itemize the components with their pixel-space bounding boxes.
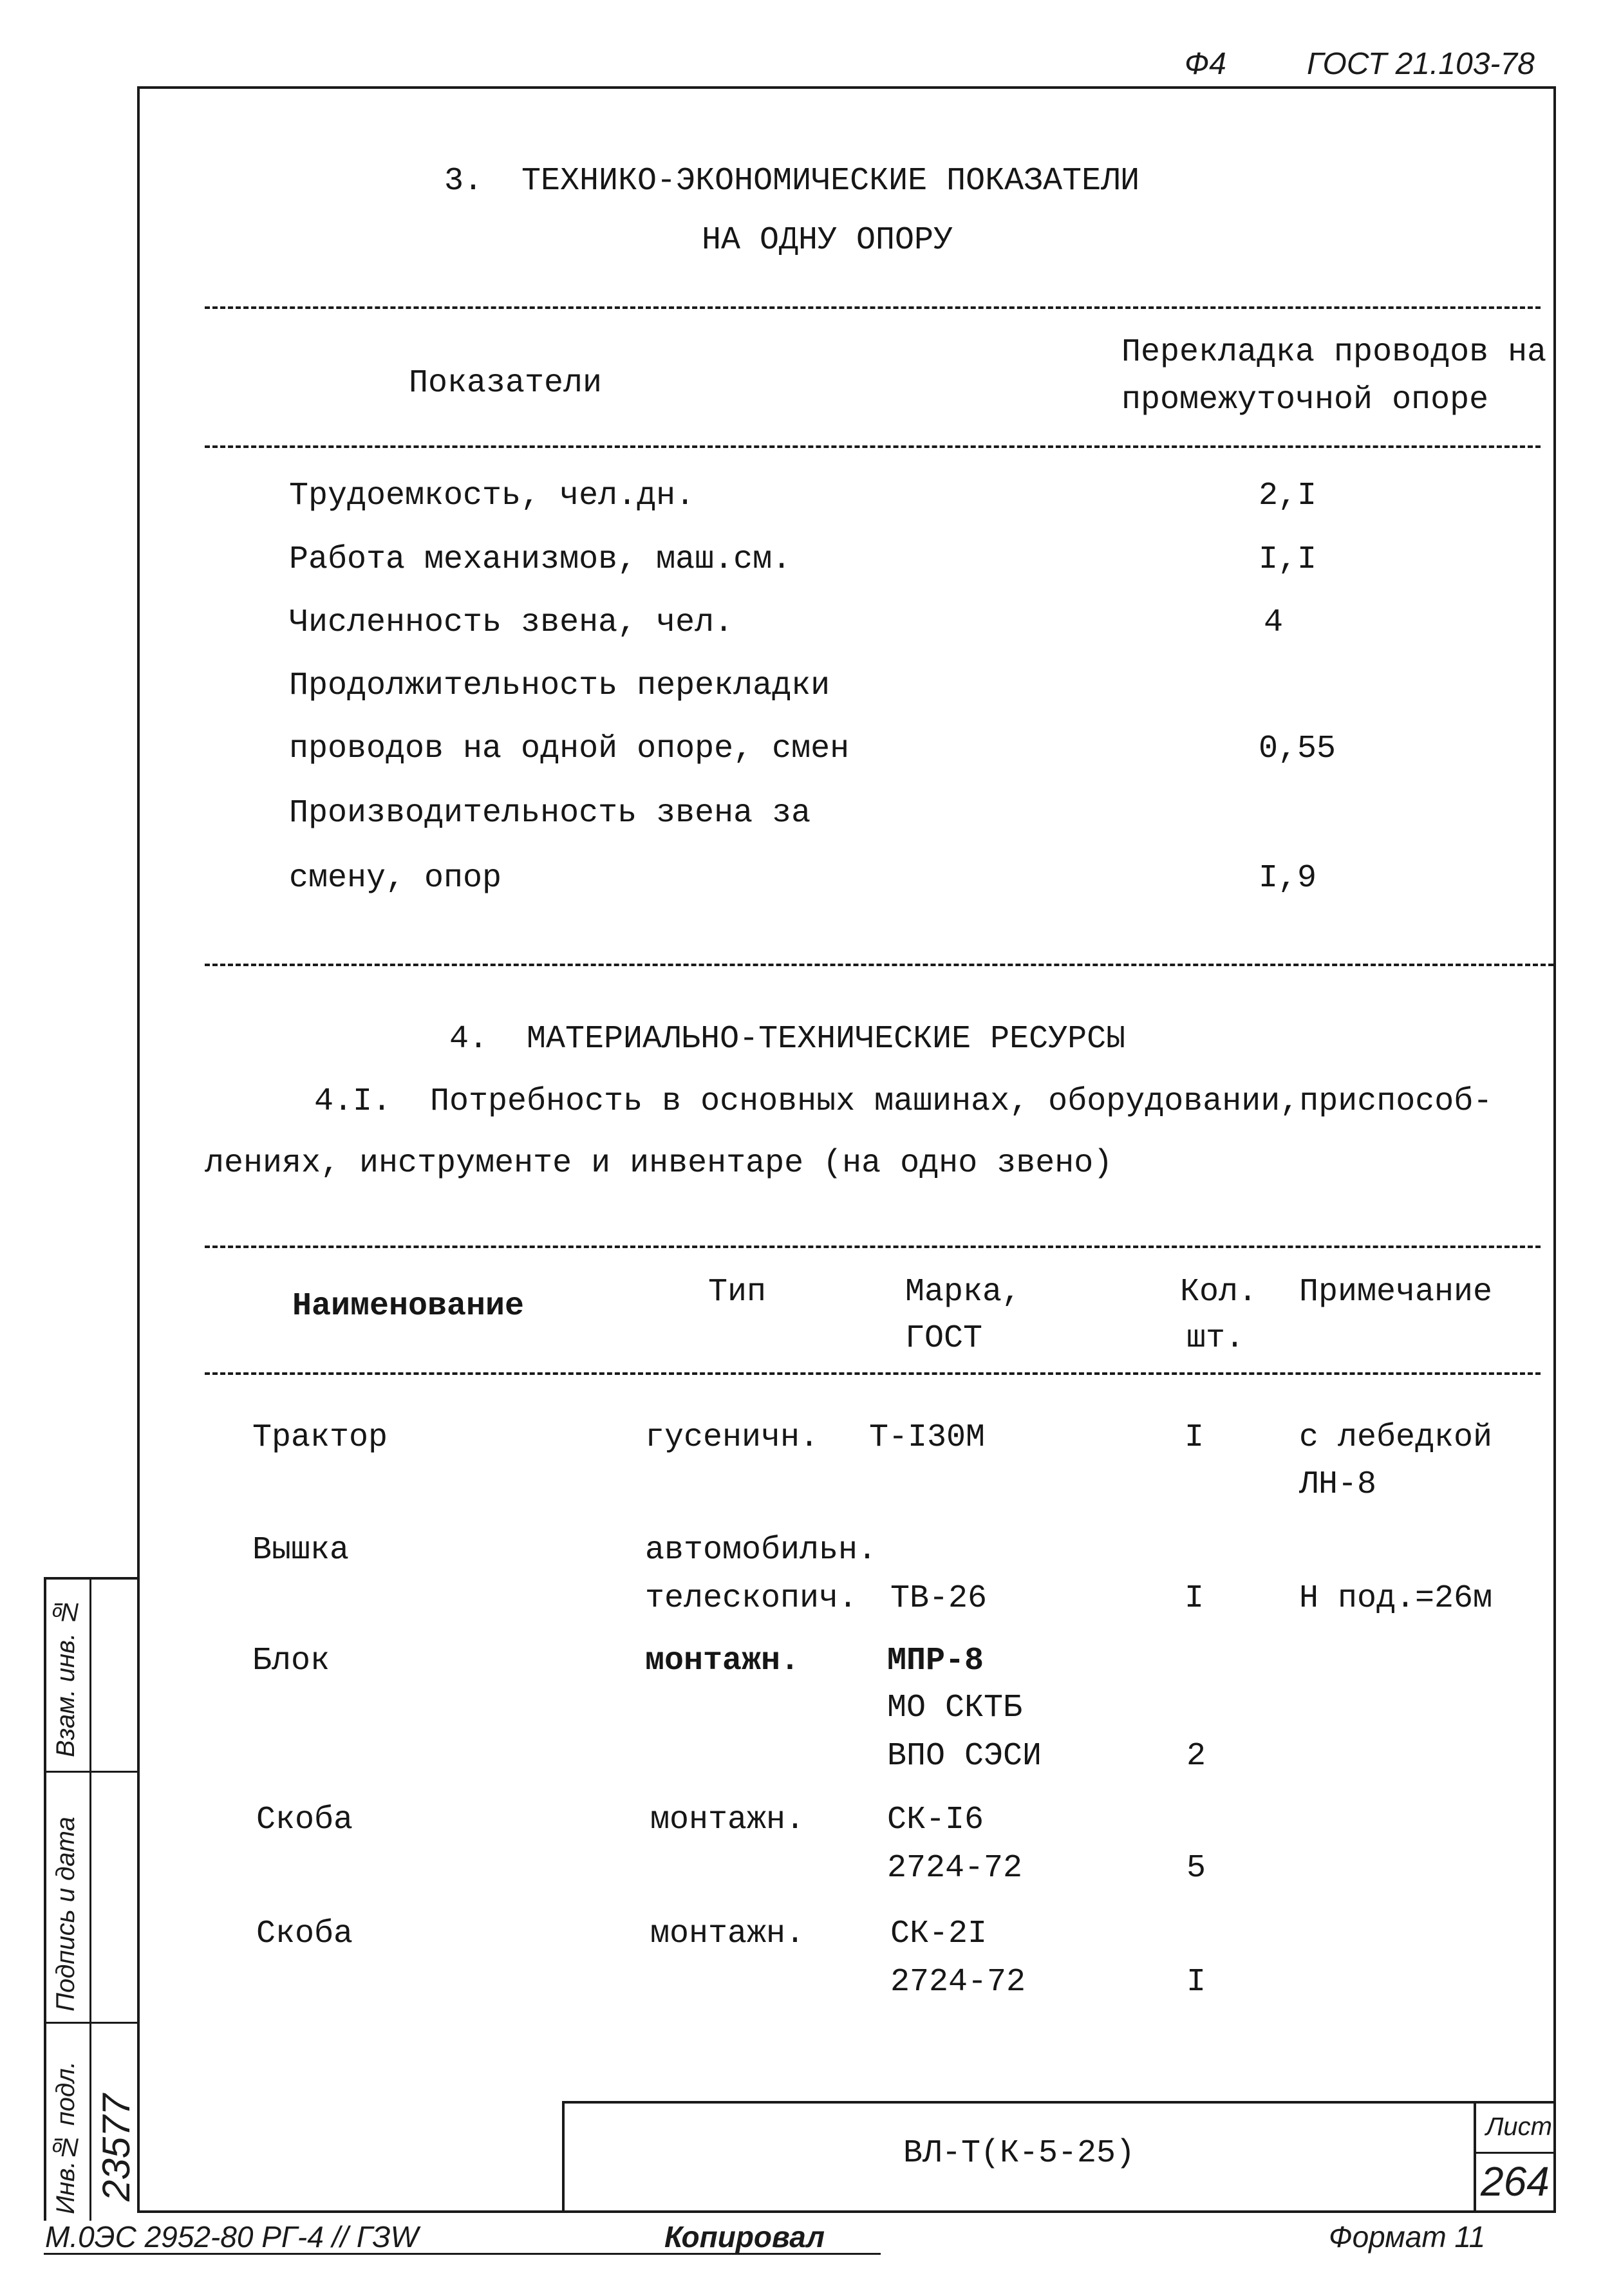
- item-name: Трактор: [252, 1419, 388, 1456]
- document-code: ВЛ-Т(К-5-25): [903, 2135, 1136, 2172]
- column-header-mark-line2: ГОСТ: [905, 1320, 983, 1357]
- column-header-name: Наименование: [292, 1288, 525, 1325]
- item-note: ЛН-8: [1299, 1466, 1377, 1503]
- sheet-code: Ф4: [1185, 47, 1226, 81]
- stamp-top: [563, 2101, 1556, 2104]
- item-type: монтажн.: [645, 1643, 800, 1679]
- item-type: монтажн.: [650, 1802, 805, 1838]
- indicator-value: 4: [1264, 604, 1284, 641]
- signature-date-label: Подпись и дата: [52, 1816, 80, 2011]
- side-stamp-separator: [44, 1771, 138, 1773]
- standard-reference: ГОСТ 21.103-78: [1307, 47, 1535, 81]
- section3-subtitle: НА ОДНУ ОПОРУ: [702, 222, 953, 259]
- divider: [205, 306, 1541, 309]
- stamp-divider-horizontal: [1475, 2152, 1555, 2154]
- item-mark: 2724-72: [887, 1850, 1023, 1887]
- archive-code: М.0ЭС 2952-80 РГ-4 // ГЗW: [45, 2220, 419, 2254]
- frame-right: [1553, 86, 1556, 2213]
- item-type: монтажн.: [650, 1916, 805, 1952]
- column-header-mark-line1: Марка,: [905, 1274, 1022, 1311]
- item-type: гусеничн.: [645, 1419, 820, 1456]
- inventory-label: Инв.№ подл.: [52, 2061, 80, 2214]
- stamp-divider-vertical: [1474, 2101, 1476, 2213]
- indicator-value: I,I: [1259, 541, 1317, 578]
- item-name: Скоба: [256, 1802, 353, 1838]
- frame-bottom: [137, 2210, 1556, 2213]
- item-mark: ВПО СЭСИ: [887, 1738, 1042, 1775]
- item-qty: 5: [1186, 1850, 1206, 1887]
- indicator-value: I,9: [1259, 860, 1317, 897]
- item-mark: МПР-8: [887, 1643, 984, 1679]
- indicator-label: Работа механизмов, маш.см.: [289, 541, 792, 578]
- frame-top: [138, 86, 1556, 89]
- inventory-number: 23577: [95, 2094, 138, 2201]
- item-mark: МО СКТБ: [887, 1690, 1023, 1726]
- indicator-label: Производительность звена за: [289, 795, 811, 832]
- section3-title: 3. ТЕХНИКО-ЭКОНОМИЧЕСКИЕ ПОКАЗАТЕЛИ: [444, 163, 1140, 200]
- column-header-value-line1: Перекладка проводов на: [1121, 334, 1547, 371]
- indicator-label: смену, опор: [289, 860, 502, 897]
- item-qty: I: [1185, 1580, 1204, 1617]
- format-label: Формат 11: [1329, 2220, 1486, 2254]
- side-stamp-separator: [44, 2022, 138, 2024]
- column-header-type: Тип: [708, 1274, 767, 1311]
- item-mark: СК-I6: [887, 1802, 984, 1838]
- copied-label: Копировал: [664, 2220, 825, 2254]
- item-type: автомобильн.: [645, 1532, 877, 1569]
- item-name: Вышка: [252, 1532, 350, 1569]
- section4-subtitle-line1: 4.I. Потребность в основных машинах, оборудовании,приспособ-: [314, 1083, 1493, 1120]
- item-qty: I: [1185, 1419, 1204, 1456]
- item-qty: 2: [1186, 1738, 1206, 1775]
- indicator-value: 0,55: [1259, 731, 1336, 767]
- frame-left: [137, 86, 140, 2213]
- divider: [205, 1372, 1541, 1375]
- item-note: Н под.=26м: [1299, 1580, 1493, 1617]
- indicator-label: Численность звена, чел.: [289, 604, 734, 641]
- sheet-number: 264: [1481, 2158, 1550, 2205]
- item-name: Скоба: [256, 1916, 353, 1952]
- divider: [205, 964, 1553, 966]
- section4-title: 4. МАТЕРИАЛЬНО-ТЕХНИЧЕСКИЕ РЕСУРСЫ: [449, 1021, 1126, 1058]
- side-stamp-left: [44, 1577, 46, 2221]
- indicator-value: 2,I: [1259, 478, 1317, 514]
- indicator-label: Трудоемкость, чел.дн.: [289, 478, 695, 514]
- divider: [205, 1246, 1541, 1248]
- replacement-inventory-label: Взам. инв. №: [52, 1597, 80, 1757]
- indicator-label: Продолжительность перекладки: [289, 667, 830, 704]
- stamp-left: [562, 2101, 565, 2213]
- item-name: Блок: [252, 1643, 330, 1679]
- divider: [205, 445, 1541, 448]
- column-header-qty-line1: Кол.: [1180, 1274, 1258, 1311]
- item-mark: СК-2I: [890, 1916, 988, 1952]
- item-mark: ТВ-26: [890, 1580, 988, 1617]
- column-header-value-line2: промежуточной опоре: [1121, 382, 1489, 418]
- column-header-note: Примечание: [1299, 1274, 1493, 1311]
- column-header-indicator: Показатели: [409, 365, 603, 402]
- item-mark: Т-I30М: [869, 1419, 986, 1456]
- side-stamp-inner: [89, 1577, 91, 2221]
- column-header-qty-line2: шт.: [1186, 1320, 1245, 1357]
- sheet-label: Лист: [1486, 2113, 1552, 2141]
- indicator-label: проводов на одной опоре, смен: [289, 731, 850, 767]
- item-qty: I: [1186, 1964, 1206, 2001]
- item-mark: 2724-72: [890, 1964, 1026, 2001]
- section4-subtitle-line2: лениях, инструменте и инвентаре (на одно звено): [205, 1145, 1113, 1182]
- item-type: телескопич.: [645, 1580, 858, 1617]
- item-note: с лебедкой: [1299, 1419, 1493, 1456]
